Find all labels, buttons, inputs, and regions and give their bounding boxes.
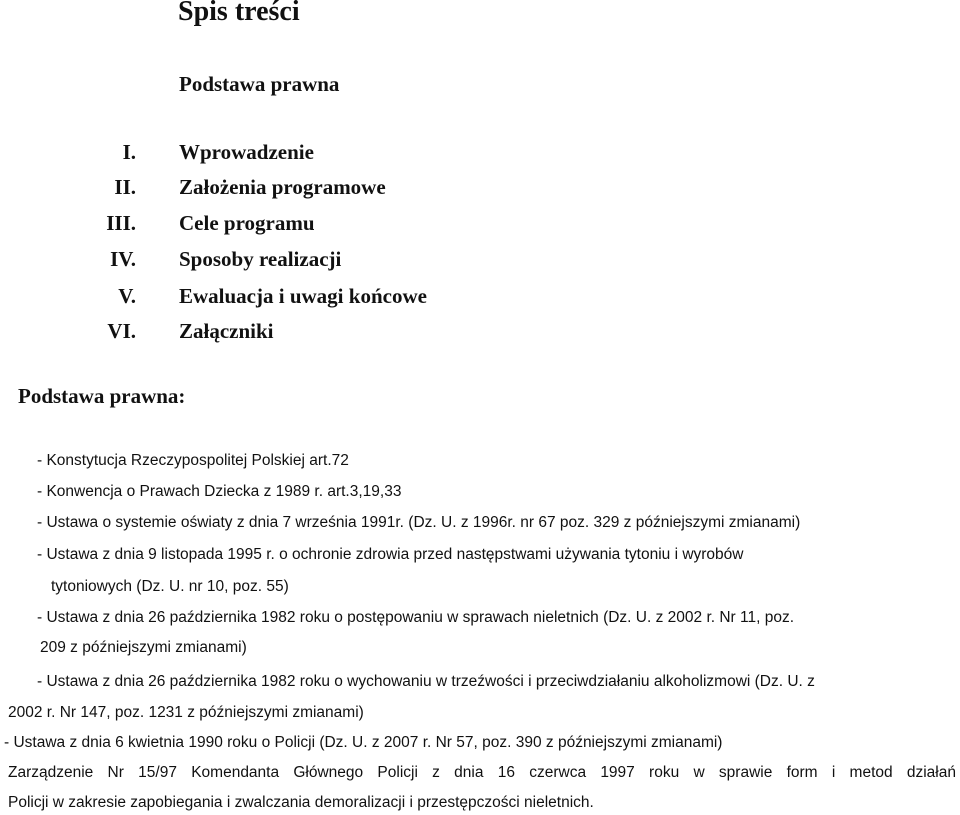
toc-item-wprowadzenie: Wprowadzenie (179, 140, 314, 164)
legal-basis-heading: Podstawa prawna: (18, 384, 186, 408)
page-title: Spis treści (178, 0, 300, 27)
legal-item-ustawa-tyton-cont: tytoniowych (Dz. U. nr 10, poz. 55) (51, 578, 289, 595)
legal-item-ustawa-policja: - Ustawa z dnia 6 kwietnia 1990 roku o Policji (Dz. U. z 2007 r. Nr 57, poz. 390 z późniejszymi zmianami) (4, 734, 723, 751)
toc-item-zalozenia: Założenia programowe (179, 175, 386, 199)
legal-item-ustawa-nieletni: - Ustawa z dnia 26 października 1982 roku o postępowaniu w sprawach nieletnich (Dz. U. z 2002 r. Nr 11, poz. (37, 609, 795, 626)
toc-item-sposoby: Sposoby realizacji (179, 247, 342, 271)
toc-number-6: VI. (107, 319, 136, 343)
legal-item-konwencja: - Konwencja o Prawach Dziecka z 1989 r. art.3,19,33 (37, 483, 402, 500)
legal-item-zarzadzenie: Zarządzenie Nr 15/97 Komendanta Głównego Policji z dnia 16 czerwca 1997 roku w sprawie form i metod działań (8, 764, 956, 781)
legal-item-ustawa-oswiata: - Ustawa o systemie oświaty z dnia 7 września 1991r. (Dz. U. z 1996r. nr 67 poz. 329 z późniejszymi zmianami) (37, 514, 801, 531)
toc-number-5: V. (118, 284, 136, 308)
toc-item-zalaczniki: Załączniki (179, 319, 274, 343)
legal-item-konstytucja: - Konstytucja Rzeczypospolitej Polskiej art.72 (37, 452, 349, 469)
legal-item-ustawa-trzezwosc-cont: 2002 r. Nr 147, poz. 1231 z późniejszymi zmianami) (8, 704, 364, 721)
toc-number-2: II. (114, 175, 136, 199)
toc-number-4: IV. (110, 247, 136, 271)
legal-item-ustawa-trzezwosc: - Ustawa z dnia 26 października 1982 roku o wychowaniu w trzeźwości i przeciwdziałaniu alkoholizmowi (Dz. U. z (37, 673, 815, 690)
toc-item-cele: Cele programu (179, 211, 315, 235)
legal-item-zarzadzenie-cont: Policji w zakresie zapobiegania i zwalczania demoralizacji i przestępczości nieletnich. (8, 794, 594, 811)
toc-subtitle: Podstawa prawna (179, 72, 340, 96)
toc-number-3: III. (106, 211, 136, 235)
toc-number-1: I. (122, 140, 136, 164)
legal-item-ustawa-tyton: - Ustawa z dnia 9 listopada 1995 r. o ochronie zdrowia przed następstwami używania tytoniu i wyrobów (37, 546, 744, 563)
toc-item-ewaluacja: Ewaluacja i uwagi końcowe (179, 284, 427, 308)
legal-item-ustawa-nieletni-cont: 209 z późniejszymi zmianami) (40, 639, 247, 656)
